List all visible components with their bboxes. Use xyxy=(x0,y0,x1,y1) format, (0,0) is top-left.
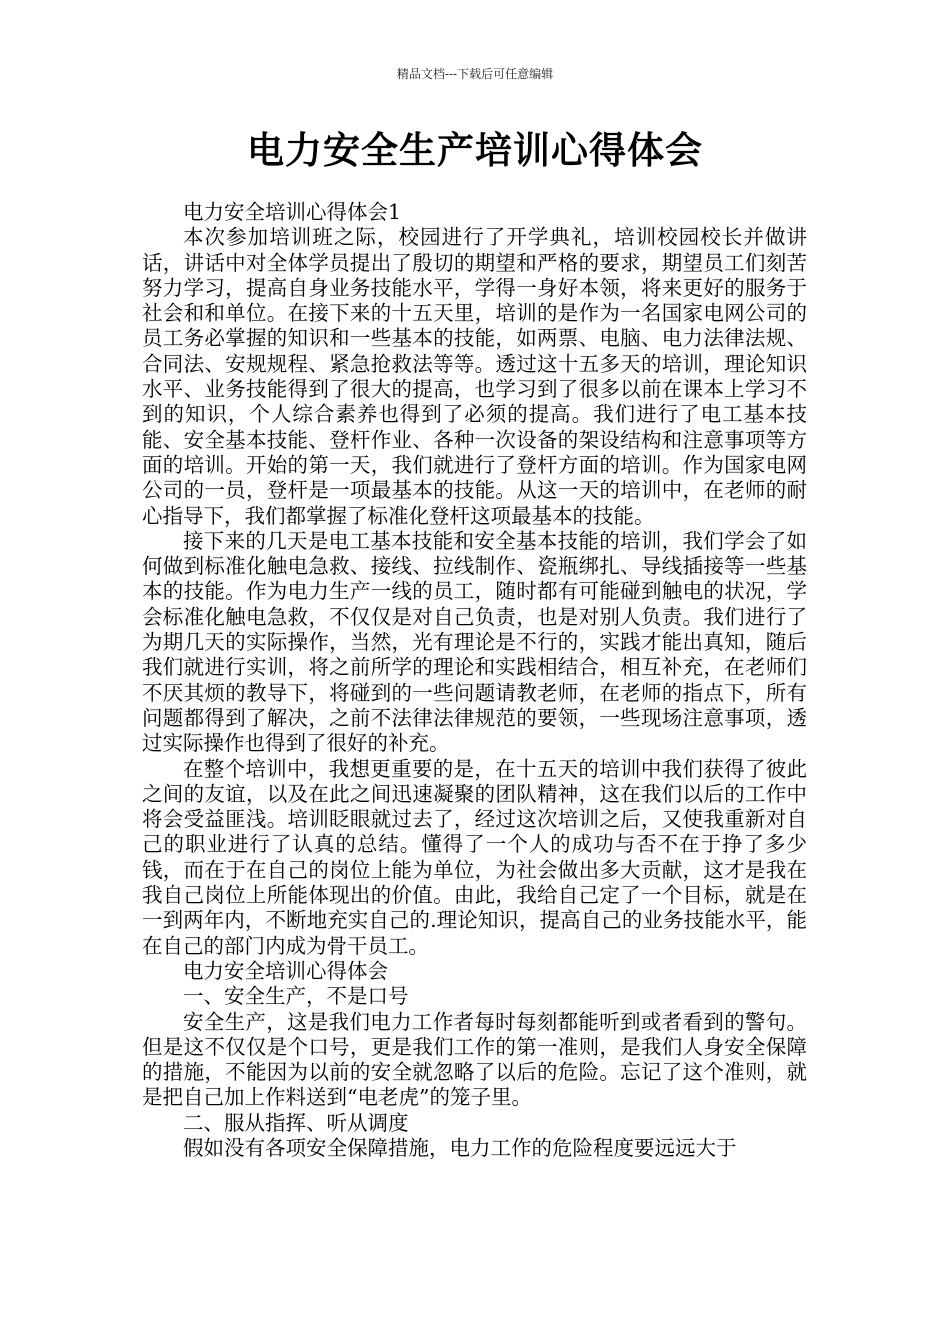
paragraph: 本次参加培训班之际，校园进行了开学典礼，培训校园校长并做讲话，讲话中对全体学员提出了殷切的期望和严格的要求，期望员工们刻苦努力学习，提高自身业务技能水平，学得一身好本领，将来更好的服务于社会和和单位。在接下来的十五天里，培训的是作为一名国家电网公司的员工务必掌握的知识和一些基本的技能，如两票、电脑、电力法律法规、合同法、安规规程、紧急抢救法等等。透过这十五多天的培训，理论知识水平、业务技能得到了很大的提高，也学习到了很多以前在课本上学习不到的知识，个人综合素养也得到了必须的提高。我们进行了电工基本技能、安全基本技能、登杆作业、各种一次设备的架设结构和注意事项等方面的培训。开始的第一天，我们就进行了登杆方面的培训。作为国家电网公司的一员，登杆是一项最基本的技能。从这一天的培训中，在老师的耐心指导下，我们都掌握了标准化登杆这项最基本的技能。 xyxy=(142,225,807,528)
paragraph: 在整个培训中，我想更重要的是，在十五天的培训中我们获得了彼此之间的友谊，以及在此之间迅速凝聚的团队精神，这在我们以后的工作中将会受益匪浅。培训眨眼就过去了，经过这次培训之后，又使我重新对自己的职业进行了认真的总结。懂得了一个人的成功与否不在于挣了多少钱，而在于在自己的岗位上能为单位，为社会做出多大贡献，这才是我在我自己岗位上所能体现出的价值。由此，我给自己定了一个目标，就是在一到两年内，不断地充实自己的.理论知识，提高自己的业务技能水平，能在自己的部门内成为骨干员工。 xyxy=(142,756,807,958)
subheading: 一、安全生产，不是口号 xyxy=(183,984,409,1009)
paragraph: 接下来的几天是电工基本技能和安全基本技能的培训，我们学会了如何做到标准化触电急救、接线、拉线制作、瓷瓶绑扎、导线插接等一些基本的技能。作为电力生产一线的员工，随时都有可能碰到触电的状况，学会标准化触电急救，不仅仅是对自己负责，也是对别人负责。我们进行了为期几天的实际操作，当然，光有理论是不行的，实践才能出真知，随后我们就进行实训，将之前所学的理论和实践相结合，相互补充，在老师们不厌其烦的教导下，将碰到的一些问题请教老师，在老师的指点下，所有问题都得到了解决，之前不法律法律规范的要领，一些现场注意事项，透过实际操作也得到了很好的补充。 xyxy=(142,528,807,756)
paragraph: 安全生产，这是我们电力工作者每时每刻都能听到或者看到的警句。但是这不仅仅是个口号，更是我们工作的第一准则，是我们人身安全保障的措施，不能因为以前的安全就忽略了以后的危险。忘记了这个准则，就是把自己加上作料送到“电老虎”的笼子里。 xyxy=(142,1009,807,1110)
header-note: 精品文档---下载后可任意编辑 xyxy=(396,67,554,81)
section-heading: 电力安全培训心得体会1 xyxy=(183,200,402,224)
paragraph: 假如没有各项安全保障措施，电力工作的危险程度要远远大于 xyxy=(183,1135,737,1160)
subheading: 二、服从指挥、听从调度 xyxy=(183,1110,409,1135)
document-body xyxy=(142,200,807,1161)
page-title: 电力安全生产培训心得体会 xyxy=(247,129,703,172)
section-heading: 电力安全培训心得体会 xyxy=(183,958,388,983)
